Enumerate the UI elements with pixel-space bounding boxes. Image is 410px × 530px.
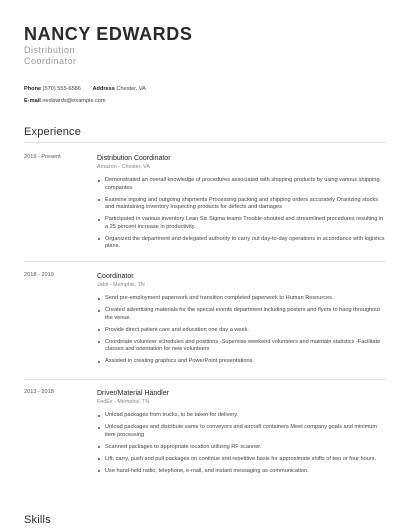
job-bullet: Unload packages from trucks, to be taken for delivery. [97, 412, 386, 420]
job-bullets [97, 295, 386, 366]
job-bullet: Use hand-held radio, telephone, e-mail, and instant messaging as communication. [97, 468, 386, 476]
job-company: FedEx - Memphis, TN [97, 399, 150, 405]
address-label: Address [92, 86, 115, 92]
job-title: Distribution Coordinator [97, 155, 171, 162]
job-bullet: Unload packages and distribute same to conveyors and aircraft containers Meet company goals and minimum item processing [97, 424, 386, 439]
job-bullet: Created advertising materials for the special events department including posters and flyers to hang throughout the venue. [97, 307, 386, 322]
section-title-skills: Skills [24, 514, 51, 526]
job-details [97, 389, 386, 480]
job-dates: 2013 - 2018 [24, 389, 54, 395]
address-value: Chester, VA [116, 86, 146, 92]
email-value: nedwards@example.com [42, 98, 106, 104]
job-bullet: Participated in various inventory Lean Six Sigma teams Trouble-shouted and streamlined procedures resulting in a 25 percent increase in productivity. [97, 216, 386, 231]
job-title: Coordinator [97, 273, 134, 280]
phone-label: Phone [24, 86, 42, 92]
job-bullets [97, 177, 386, 251]
candidate-name: NANCY EDWARDS [24, 24, 193, 44]
job-bullet: Demonstrated an overall knowledge of procedures associated with shipping products by using various shipping companies. [97, 177, 386, 192]
entry-divider [24, 379, 386, 380]
job-bullet: Send pre-employment paperwork and transition completed paperwork to Human Resources. [97, 295, 386, 303]
contact-row-email [24, 98, 106, 104]
contact-row-phone-address [24, 86, 146, 92]
job-bullets [97, 412, 386, 475]
job-bullet: Assisted in creating graphics and PowerPoint presentations. [97, 358, 386, 366]
job-title: Driver/Material Handler [97, 390, 169, 397]
phone-value: (570) 555-6586 [42, 86, 81, 92]
job-bullet: Coordinate volunteer schedules and positions -Supervise weekend volunteers and maintain statistics -Facilitate classes and orientation for new volunteers [97, 339, 386, 354]
section-divider [24, 142, 386, 143]
job-details [97, 272, 386, 370]
job-bullet: Examine ingoing and outgoing shipments Processing packing and shipping orders accurately Oranizing stocks and maintaining inventory Inspecting products for defects and damages [97, 197, 386, 212]
job-dates: 2019 - Present [24, 154, 61, 160]
email-label: E-mail [24, 98, 41, 104]
job-bullet: Scanned packages to appropriate location utilizing RF scanner. [97, 444, 386, 452]
job-company: Amazon - Chester, VA [97, 164, 150, 170]
job-company: Jabil - Memphis, TN [97, 282, 145, 288]
job-bullet: Provide direct patient care and education one day a week. [97, 327, 386, 335]
job-details [97, 154, 386, 255]
candidate-title-line1: Distribution [24, 45, 76, 55]
candidate-title-line2: Coordinator [24, 56, 77, 66]
entry-divider [24, 261, 386, 262]
job-bullet: Lift, carry, push and pull packages on continue and repetitive basis for approximate shifts of two or four hours. [97, 456, 386, 464]
candidate-title [24, 45, 144, 67]
job-bullet: Organized the department and delegated authority to carry out day-to-day operations in accordance with logistics plans. [97, 236, 386, 251]
section-title-experience: Experience [24, 126, 82, 138]
job-dates: 2018 - 2019 [24, 272, 54, 278]
